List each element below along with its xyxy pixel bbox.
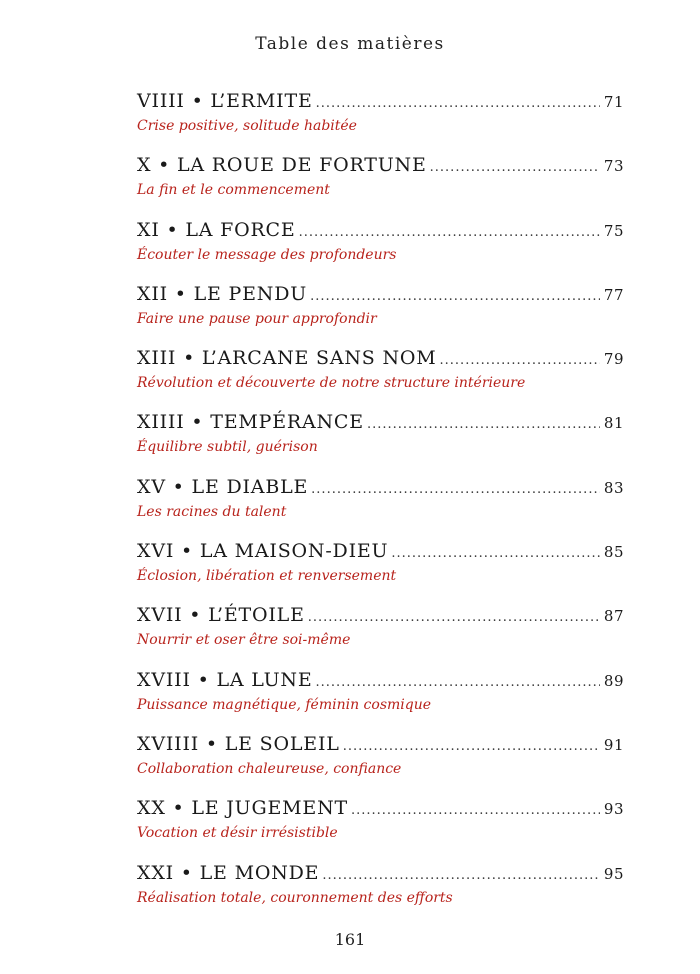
dot-leader [308, 605, 600, 631]
toc-entry-page: 85 [603, 543, 624, 562]
toc-entry-subtitle: Crise positive, solitude habitée [137, 118, 357, 134]
toc-entry-title: XVI • LA MAISON-DIEU [137, 540, 389, 563]
toc-entry-title: XI • LA FORCE [137, 218, 296, 241]
dot-leader [310, 284, 600, 310]
toc-entry-line[interactable] [137, 860, 624, 889]
dot-leader [440, 348, 600, 374]
toc-entry-page: 81 [603, 414, 624, 433]
toc-entry-line[interactable] [137, 217, 624, 246]
dot-leader [391, 541, 600, 567]
toc-entry-line[interactable] [137, 88, 624, 117]
toc-entry-line[interactable] [137, 345, 624, 374]
page-title: Table des matières [255, 34, 445, 54]
toc-entry [137, 602, 624, 666]
toc-entry [137, 795, 624, 859]
toc-entry-page: 79 [603, 350, 624, 369]
toc-entry-title: X • LA ROUE DE FORTUNE [137, 154, 427, 177]
toc-entry-page: 77 [603, 285, 624, 304]
toc-entry-subtitle: Faire une pause pour approfondir [137, 310, 377, 327]
dot-leader [311, 477, 600, 503]
toc-entry-page: 83 [603, 478, 624, 497]
toc-entry-subtitle: La fin et le commencement [137, 182, 330, 199]
toc-entry-subtitle: Vocation et désir irrésistible [137, 825, 338, 842]
toc-entry-subtitle: Révolution et découverte de notre structure intérieure [137, 375, 526, 392]
toc-entry-title: XXI • LE MONDE [137, 861, 320, 884]
toc-entry-title: XIII • L’ARCANE SANS NOM [137, 347, 437, 370]
toc-entry-page: 95 [603, 864, 624, 883]
toc-entry [137, 409, 624, 473]
toc-entry-subtitle: Puissance magnétique, féminin cosmique [137, 696, 432, 713]
toc-entry-line[interactable] [137, 152, 624, 181]
toc-entry-line[interactable] [137, 731, 624, 760]
toc-entry-line[interactable] [137, 667, 624, 696]
toc-entry-page: 87 [603, 607, 624, 626]
toc-entry [137, 474, 624, 538]
toc-entry-title: XVIII • LA LUNE [137, 668, 313, 691]
toc-entry-subtitle: Écouter le message des profondeurs [137, 246, 397, 263]
toc-entry-subtitle: Collaboration chaleureuse, confiance [137, 760, 402, 777]
toc-entry-title: XVIIII • LE SOLEIL [137, 732, 340, 755]
toc-entry-title: XII • LE PENDU [137, 282, 308, 305]
toc-entry-page: 89 [603, 671, 624, 690]
toc-entry-line[interactable] [137, 795, 624, 824]
page-number: 161 [334, 930, 366, 949]
toc-entry-title: XIIII • TEMPÉRANCE [137, 411, 364, 434]
toc-entry-subtitle: Nourrir et oser être soi-même [137, 632, 351, 649]
dot-leader [367, 412, 600, 438]
dot-leader [299, 220, 600, 246]
dot-leader [316, 91, 600, 117]
toc-entry-page: 93 [603, 800, 624, 819]
table-of-contents [137, 88, 624, 924]
dot-leader [430, 155, 600, 181]
toc-entry-subtitle: Éclosion, libération et renversement [137, 568, 397, 585]
toc-entry-page: 73 [603, 157, 624, 176]
toc-entry-line[interactable] [137, 602, 624, 631]
toc-entry [137, 281, 624, 345]
toc-entry [137, 731, 624, 795]
toc-entry [137, 88, 624, 152]
dot-leader [316, 670, 600, 696]
toc-entry-subtitle: Équilibre subtil, guérison [137, 439, 318, 456]
toc-entry-line[interactable] [137, 409, 624, 438]
toc-entry-line[interactable] [137, 538, 624, 567]
toc-entry-title: XVII • L’ÉTOILE [137, 604, 305, 627]
toc-entry-title: XV • LE DIABLE [137, 475, 309, 498]
toc-entry-page: 75 [603, 221, 624, 240]
toc-entry-title: VIIII • L’ERMITE [137, 90, 313, 112]
dot-leader [351, 798, 600, 824]
toc-entry [137, 345, 624, 409]
toc-entry [137, 217, 624, 281]
toc-entry [137, 538, 624, 602]
toc-entry [137, 860, 624, 924]
toc-entry-page: 71 [603, 93, 624, 111]
toc-entry-line[interactable] [137, 474, 624, 503]
dot-leader [322, 863, 600, 889]
dot-leader [343, 734, 600, 760]
toc-entry-subtitle: Les racines du talent [137, 503, 287, 520]
toc-entry-page: 91 [603, 735, 624, 754]
toc-entry [137, 667, 624, 731]
toc-entry [137, 152, 624, 216]
toc-entry-subtitle: Réalisation totale, couronnement des efforts [137, 889, 453, 906]
toc-entry-line[interactable] [137, 281, 624, 310]
toc-entry-title: XX • LE JUGEMENT [137, 797, 348, 820]
